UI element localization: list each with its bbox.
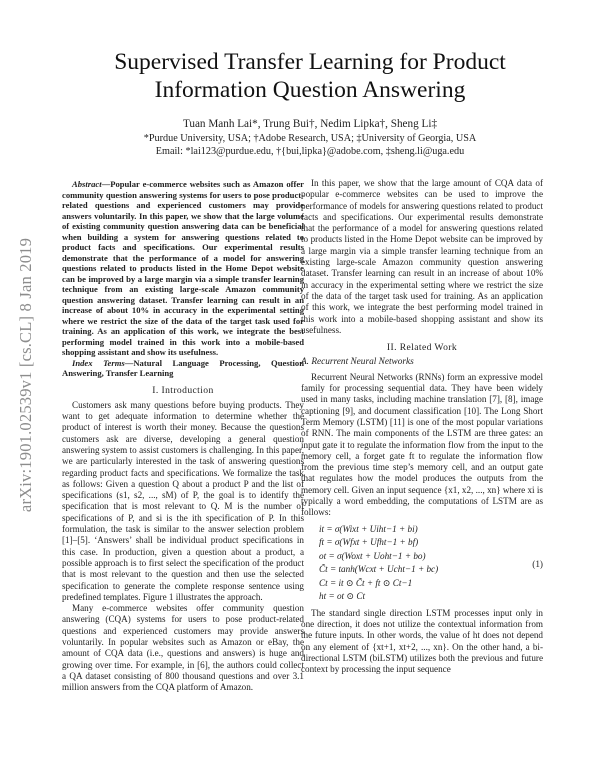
left-column [62,179,304,694]
index-terms [62,358,304,379]
affiliations: *Purdue University, USA; †Adobe Research, USA; ‡University of Georgia, USA [143,133,477,144]
equation-candidate-cell: C̃t = tanh(Wcxt + Ucht−1 + bc) [319,564,439,575]
bilstm-paragraph: The standard single direction LSTM processes input only in one direction, it does not utilize the contextual information from the future inputs. In other words, the value of ht does not depend on any element of {xt+1, xt+2, ..., xn}. On the other hand, a bi-directional LSTM (biLSTM) utilizes both the previous and future context by processing the input sequence [301,607,543,675]
author-list: Tuan Manh Lai*, Trung Bui†, Nedim Lipka†, Sheng Li‡ [182,118,438,130]
author-emails: Email: *lai123@purdue.edu, †{bui,lipka}@adobe.com, ‡sheng.li@uga.edu [155,146,465,157]
title-line-1: Supervised Transfer Learning for Product [114,49,506,75]
equation-forget-gate: ft = σ(Wfxt + Ufht−1 + bf) [319,537,419,548]
arxiv-id[interactable]: arXiv:1901.02539v1 [cs.CL] 8 Jan 2019 [16,237,35,513]
equation-cell-state: Ct = it ⊙ C̃t + ft ⊙ Ct−1 [319,577,413,588]
equation-output-gate: ot = σ(Woxt + Uoht−1 + bo) [319,550,426,561]
equation-input-gate: it = σ(Wixt + Uiht−1 + bi) [319,523,418,534]
right-column [301,178,543,675]
title-line-2: Information Question Answering [154,77,466,103]
index-terms-text: —Natural Language Processing, Question Answering, Transfer Learning [62,357,304,378]
lstm-equations [301,523,543,604]
contribution-paragraph: In this paper, we show that the large amount of CQA data of popular e-commerce websites can be used to improve the performance of models for answering questions related to product facts and specifications. Our experimental results demonstrate that the performance of a model for answering questions related to products listed in the Home Depot website can be improved by a large margin via a simple transfer learning technique from an existing large-scale Amazon community question answering dataset. Transfer learning can result in an increase of about 10% in accuracy in the experimental setting where we restrict the size of the data of the target task used for training. As an application of this work, we integrate the best performing model trained in this work into a mobile-based shopping assistant and show its usefulness. [301,178,543,335]
abstract-text: —Popular e-commerce websites such as Amazon offer community question answering systems for users to pose product-related questions and experienced customers may provide answers voluntarily. In this paper, we show that the large volume of existing community question answering data can be beneficial when building a system for answering questions related to product facts and specifications. Our experimental results demonstrate that the performance of a model for answering questions related to products listed in the Home Depot website can be improved by a large margin via a simple transfer learning technique from an existing large-scale Amazon community question answering dataset. Transfer learning can result in an increase of about 10% in accuracy in the experimental setting where we restrict the size of the data of the target task used for training. As an application of this work, we integrate the best performing model trained in this work into a mobile-based shopping assistant and show its usefulness. [62,179,304,357]
equation-hidden-state: ht = ot ⊙ Ct [319,591,366,602]
abstract [62,179,304,358]
arxiv-stamp [6,160,46,590]
abstract-label: Abstract [72,179,102,189]
equation-number: (1) [532,559,543,570]
section-heading-related-work: II. Related Work [386,342,458,354]
index-terms-label: Index Terms [72,357,125,368]
section-heading-introduction: I. Introduction [152,384,214,396]
paper-title [60,48,560,104]
intro-paragraph-2: Many e-commerce websites offer community question answering (CQA) systems for users to pose product-related questions and experienced customers may provide answers voluntarily. In popular websites such as Amazon or eBay, the amount of CQA data (i.e., questions and answers) is huge and growing over time. For example, in [6], the authors could collect a QA dataset consisting of 800 thousand questions and over 3.1 million answers from the CQA platform of Amazon. [62,603,304,693]
subsection-heading-rnn: A. Recurrent Neural Networks [301,357,414,368]
intro-paragraph-1: Customers ask many questions before buying products. They want to get adequate information to determine whether the product of interest is worth their money. Because the questions customers ask are diverse, developing a general question answering system to assist customers is challenging. In this paper, we are particularly interested in the task of answering questions regarding product facts and specifications. We formalize the task as follows: Given a question Q about a product P and the list of specifications (s1, s2, ..., sM) of P, the goal is to identify the specification that is most relevant to Q. M is the number of specifications of P, and si is the ith specification of P. In this formulation, the task is similar to the answer selection problem [1]–[5]. ‘Answers’ shall be individual product specifications in this case. In production, given a question about a product, a possible approach is to first select the specification of the product that is most relevant to the question and then use the selected specification to generate the complete response sentence using predefined templates. Figure 1 illustrates the approach. [62,399,304,602]
rnn-paragraph: Recurrent Neural Networks (RNNs) form an expressive model family for processing sequential data. They have been widely used in many tasks, including machine translation [7], [8], image captioning [9], and document classification [10]. The Long Short Term Memory (LSTM) [11] is one of the most popular variations of RNN. The main components of the LSTM are three gates: an input gate it to regulate the information flow from the input to the memory cell, a forget gate ft to regulate the information flow from the previous time step’s memory cell, and an output gate that regulates how the model produces the outputs from the memory cell. Given an input sequence {x1, x2, ..., xn} where xi is typically a word embedding, the computations of LSTM are as follows: [301,371,543,518]
